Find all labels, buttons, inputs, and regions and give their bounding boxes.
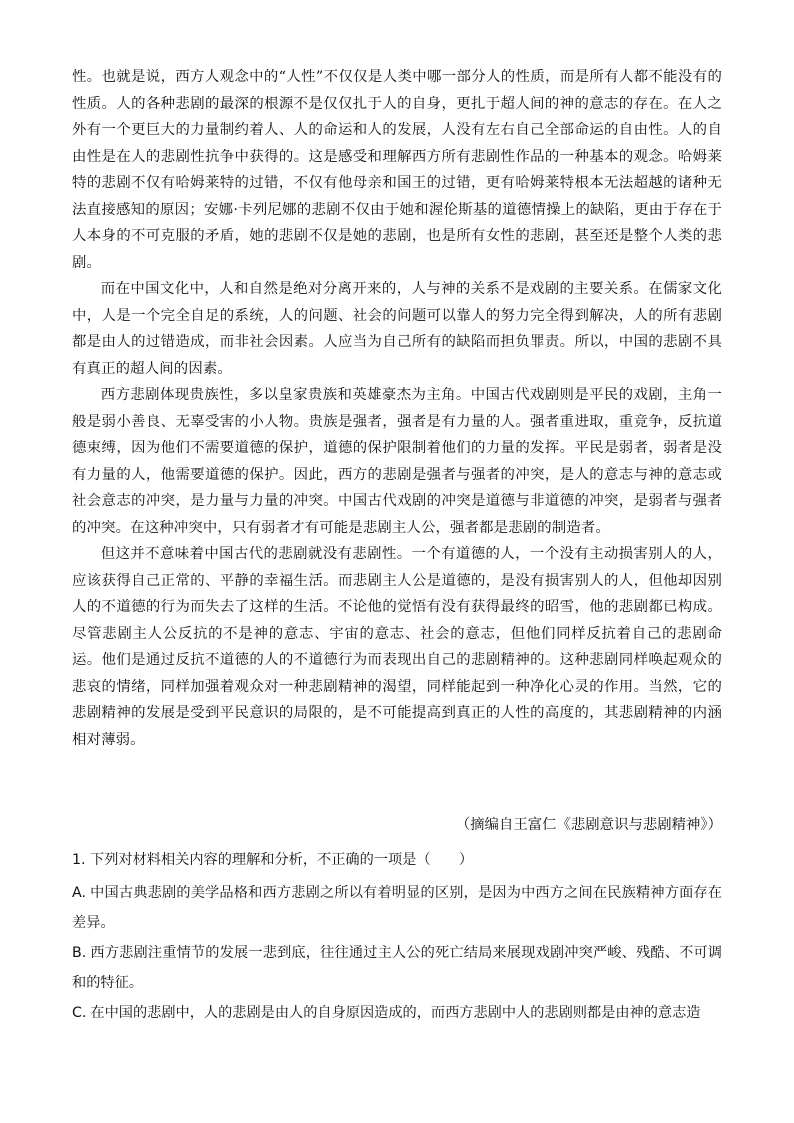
passage-paragraph-4: 但这并不意味着中国古代的悲剧就没有悲剧性。一个有道德的人，一个没有主动损害别人的人，应该获得自己正常的、平静的幸福生活。而悲剧主人公是道德的，是没有损害别人的人，但他却因别人的不道德的行为而失去了这样的生活。不论他的觉悟有没有获得最终的昭雪，他的悲剧都已构成。尽管悲剧主人公反抗的不是神的意志、宇宙的意志、社会的意志，但他们同样反抗着自己的悲剧命运。他们是通过反抗不道德的人的不道德行为而表现出自己的悲剧精神的。这种悲剧同样唤起观众的悲哀的情绪，同样加强着观众对一种悲剧精神的渴望，同样能起到一种净化心灵的作用。当然，它的悲剧精神的发展是受到平民意识的局限的，是不可能提高到真正的人性的高度的，其悲剧精神的内涵相对薄弱。: [72, 546, 722, 748]
passage-paragraph-2: 而在中国文化中，人和自然是绝对分离开来的，人与神的关系不是戏剧的主要关系。在儒家文化中，人是一个完全自足的系统，人的问题、社会的问题可以靠人的努力完全得到解决，人的所有悲剧都是由人的过错造成，而非社会因素。人应当为自己所有的缺陷而担负罪责。所以，中国的悲剧不具有真正的超人间的因素。: [72, 281, 722, 377]
option-b-letter: B.: [72, 945, 87, 961]
option-a-text: 中国古典悲剧的美学品格和西方悲剧之所以有着明显的区别，是因为中西方之间在民族精神方面存在差异。: [72, 885, 722, 931]
option-b-text: 西方悲剧注重情节的发展一悲到底，往往通过主人公的死亡结局来展现戏剧冲突严峻、残酷、不可调和的特征。: [72, 945, 722, 991]
passage-paragraph-3: 西方悲剧体现贵族性，多以皇家贵族和英雄豪杰为主角。中国古代戏剧则是平民的戏剧，主角一般是弱小善良、无辜受害的小人物。贵族是强者，强者是有力量的人。强者重进取，重竞争，反抗道德束缚，因为他们不需要道德的保护，道德的保护限制着他们的力量的发挥。平民是弱者，弱者是没有力量的人，他需要道德的保护。因此，西方的悲剧是强者与强者的冲突，是人的意志与神的意志或社会意志的冲突，是力量与力量的冲突。中国古代戏剧的冲突是道德与非道德的冲突，是弱者与强者的冲突。在这种冲突中，只有弱者才有可能是悲剧主人公，强者都是悲剧的制造者。: [72, 387, 722, 536]
question-1-stem: 1. 下列对材料相关内容的理解和分析，不正确的一项是（ ）: [72, 852, 474, 868]
option-c-letter: C.: [72, 1005, 87, 1021]
passage-source-citation: （摘编自王富仁《悲剧意识与悲剧精神》）: [455, 817, 722, 833]
option-c-text: 在中国的悲剧中，人的悲剧是由人的自身原因造成的，而西方悲剧中人的悲剧则都是由神的意志造: [90, 1005, 701, 1021]
question-1: [72, 845, 722, 1028]
option-a-letter: A.: [72, 885, 86, 901]
question-1-option-b: [72, 938, 722, 998]
question-1-option-a: [72, 878, 722, 938]
question-1-option-c: [72, 998, 722, 1028]
reading-passage: [72, 64, 722, 753]
passage-paragraph-1: 性。也就是说，西方人观念中的“人性”不仅仅是人类中哪一部分人的性质，而是所有人都不能没有的性质。人的各种悲剧的最深的根源不是仅仅扎于人的自身，更扎于超人间的神的意志的存在。在人之外有一个更巨大的力量制约着人、人的命运和人的发展，人没有左右自己全部命运的自由性。人的自由性是在人的悲剧性抗争中获得的。这是感受和理解西方所有悲剧性作品的一种基本的观念。哈姆莱特的悲剧不仅有哈姆莱特的过错，不仅有他母亲和国王的过错，更有哈姆莱特根本无法超越的诸种无法直接感知的原因；安娜·卡列尼娜的悲剧不仅由于她和渥伦斯基的道德情操上的缺陷，更由于存在于人本身的不可克服的矛盾，她的悲剧不仅是她的悲剧，也是所有女性的悲剧，甚至还是整个人类的悲剧。: [72, 69, 722, 271]
